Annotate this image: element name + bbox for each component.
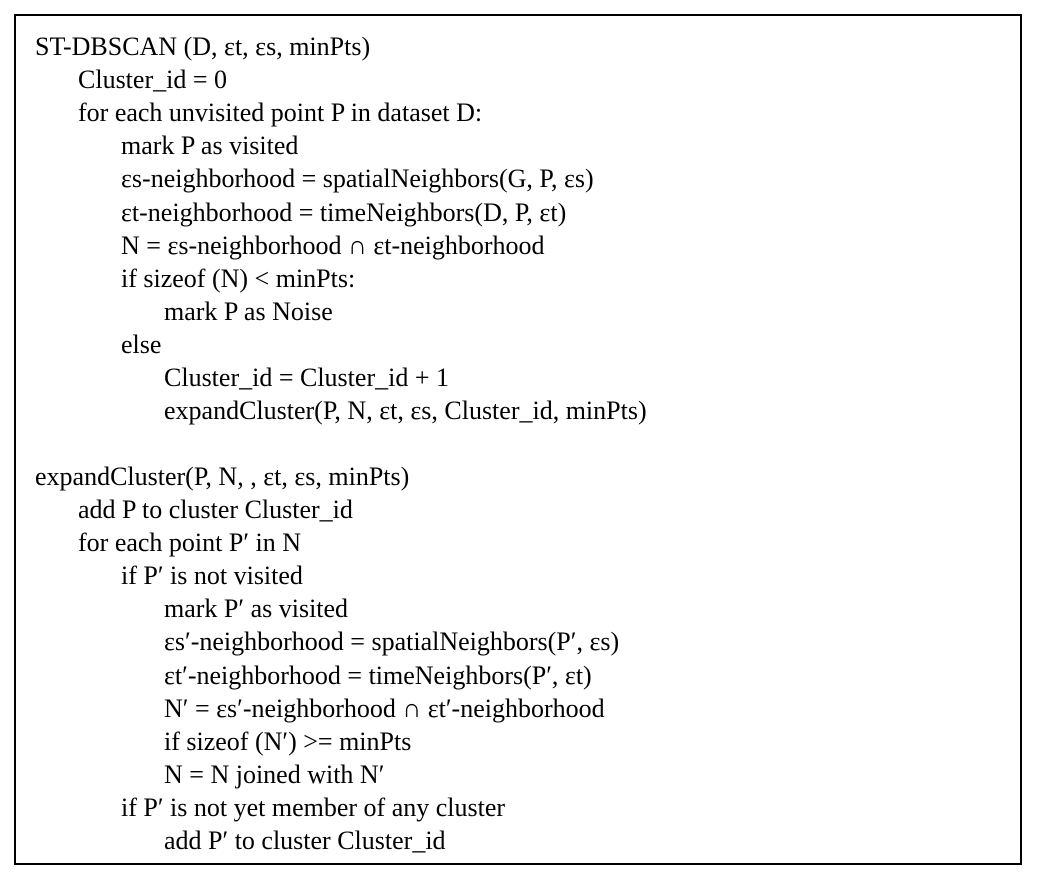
code-line: if P′ is not visited [121,561,303,590]
code-line: if P′ is not yet member of any cluster [121,793,506,822]
code-line: εt′-neighborhood = timeNeighbors(P′, εt) [164,661,592,690]
code-line: add P to cluster Cluster_id [78,495,353,524]
code-line: for each unvisited point P in dataset D: [78,98,483,127]
code-line: for each point P′ in N [78,528,302,557]
code-line: N = εs-neighborhood ∩ εt-neighborhood [121,231,545,260]
algorithm-box [14,14,1022,865]
code-line: mark P as Noise [164,297,333,326]
code-line: εs′-neighborhood = spatialNeighbors(P′, εs) [164,627,620,656]
code-line: add P′ to cluster Cluster_id [164,826,446,855]
code-line: N′ = εs′-neighborhood ∩ εt′-neighborhood [164,694,605,723]
code-line: else [121,330,162,359]
code-line: ST-DBSCAN (D, εt, εs, minPts) [35,32,371,61]
code-line: expandCluster(P, N, εt, εs, Cluster_id, minPts) [164,396,647,425]
code-line: Cluster_id = 0 [78,65,227,94]
code-line: if sizeof (N) < minPts: [121,264,356,293]
code-line: mark P as visited [121,131,299,160]
code-line: if sizeof (N′) >= minPts [164,727,412,756]
code-line: N = N joined with N′ [164,760,385,789]
code-line: Cluster_id = Cluster_id + 1 [164,363,449,392]
code-line: expandCluster(P, N, , εt, εs, minPts) [35,462,410,491]
code-line: εs-neighborhood = spatialNeighbors(G, P, εs) [121,164,594,193]
code-line: εt-neighborhood = timeNeighbors(D, P, εt) [121,198,567,227]
code-line: mark P′ as visited [164,594,349,623]
